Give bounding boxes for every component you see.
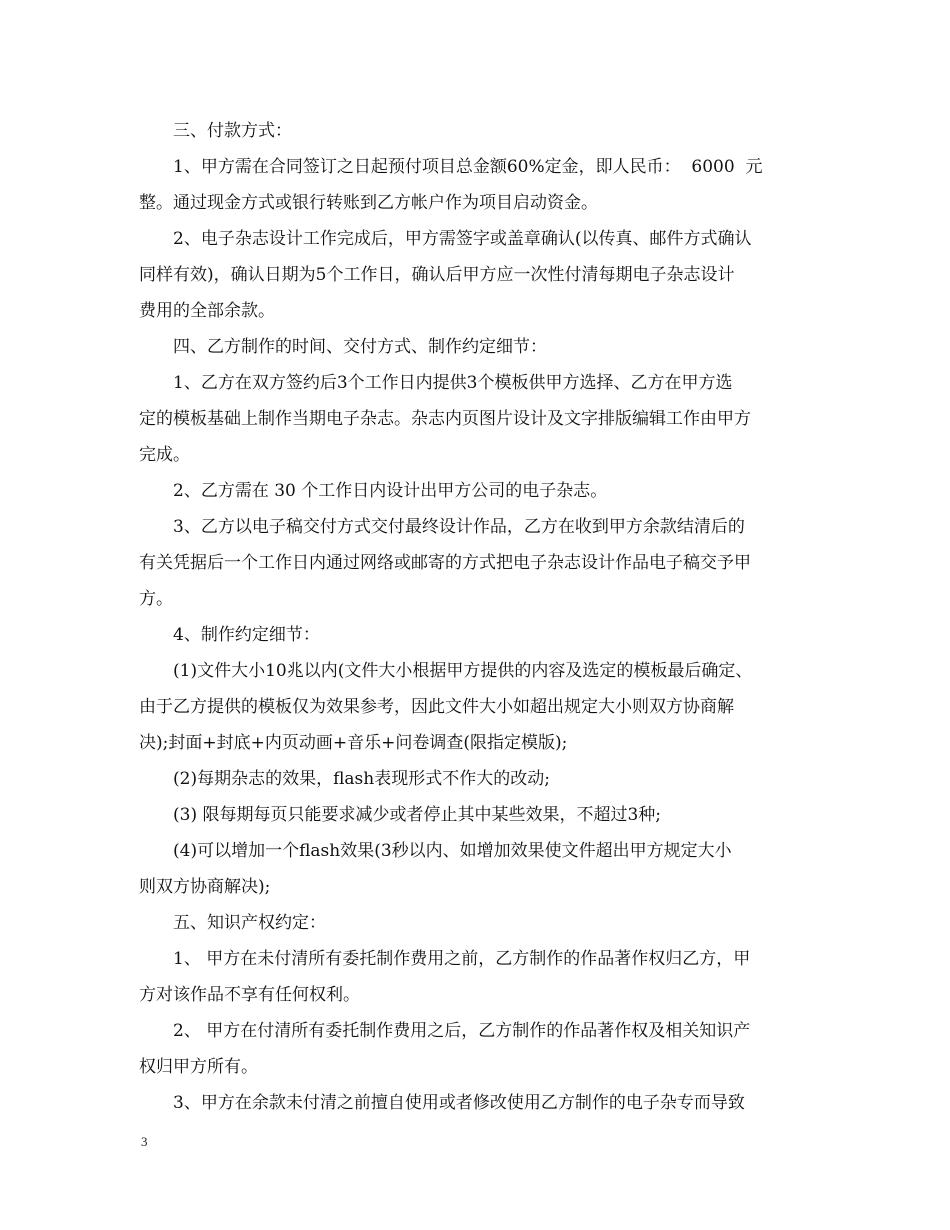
paragraph-first-line: 2、 甲方在付清所有委托制作费用之后，乙方制作的作品著作权及相关知识产	[173, 1021, 751, 1041]
paragraph-line: 方。	[139, 589, 173, 609]
paragraph-line: 定的模板基础上制作当期电子杂志。杂志内页图片设计及文字排版编辑工作由甲方	[139, 409, 751, 429]
paragraph-line: 有关凭据后一个工作日内通过网络或邮寄的方式把电子杂志设计作品电子稿交予甲	[139, 553, 751, 573]
paragraph-line: 则双方协商解决);	[139, 877, 271, 897]
paragraph-line: 整。通过现金方式或银行转账到乙方帐户作为项目启动资金。	[139, 193, 598, 213]
paragraph-first-line: 1、乙方在双方签约后3个工作日内提供3个模板供甲方选择、乙方在甲方选	[173, 373, 733, 393]
paragraph-first-line: 四、乙方制作的时间、交付方式、制作约定细节：	[173, 337, 547, 357]
paragraph-first-line: (1)文件大小10兆以内(文件大小根据甲方提供的内容及选定的模板最后确定、	[173, 661, 753, 681]
paragraph-first-line: 三、付款方式：	[173, 121, 292, 141]
paragraph-line: 完成。	[139, 445, 190, 465]
paragraph-first-line: 2、乙方需在 30 个工作日内设计出甲方公司的电子杂志。	[173, 481, 608, 501]
paragraph-line: 决);封面+封底+内页动画+音乐+问卷调查(限指定模版);	[139, 733, 568, 753]
paragraph-line: 费用的全部余款。	[139, 301, 275, 321]
paragraph-line: 权归甲方所有。	[139, 1057, 258, 1077]
paragraph-line: 方对该作品不享有任何权利。	[139, 985, 360, 1005]
paragraph-first-line: (4)可以增加一个flash效果(3秒以内、如增加效果使文件超出甲方规定大小	[173, 841, 732, 861]
paragraph-first-line: 1、甲方需在合同签订之日起预付项目总金额60%定金，即人民币： 6000 元	[173, 157, 763, 177]
paragraph-first-line: (2)每期杂志的效果，flash表现形式不作大的改动;	[173, 769, 550, 789]
paragraph-line: 由于乙方提供的模板仅为效果参考，因此文件大小如超出规定大小则双方协商解	[139, 697, 734, 717]
paragraph-first-line: 3、甲方在余款未付清之前擅自使用或者修改使用乙方制作的电子杂专而导致	[173, 1093, 745, 1113]
page-number: 3	[141, 1134, 148, 1149]
paragraph-first-line: 3、乙方以电子稿交付方式交付最终设计作品，乙方在收到甲方余款结清后的	[173, 517, 745, 537]
paragraph-line: 同样有效)，确认日期为5个工作日，确认后甲方应一次性付清每期电子杂志设计	[139, 265, 735, 285]
paragraph-first-line: 五、知识产权约定：	[173, 913, 326, 933]
paragraph-first-line: (3) 限每期每页只能要求减少或者停止其中某些效果，不超过3种;	[173, 805, 662, 825]
paragraph-first-line: 1、 甲方在未付清所有委托制作费用之前，乙方制作的作品著作权归乙方，甲	[173, 949, 751, 969]
paragraph-first-line: 2、电子杂志设计工作完成后，甲方需签字或盖章确认(以传真、邮件方式确认	[173, 229, 752, 249]
paragraph-first-line: 4、制作约定细节：	[173, 625, 320, 645]
